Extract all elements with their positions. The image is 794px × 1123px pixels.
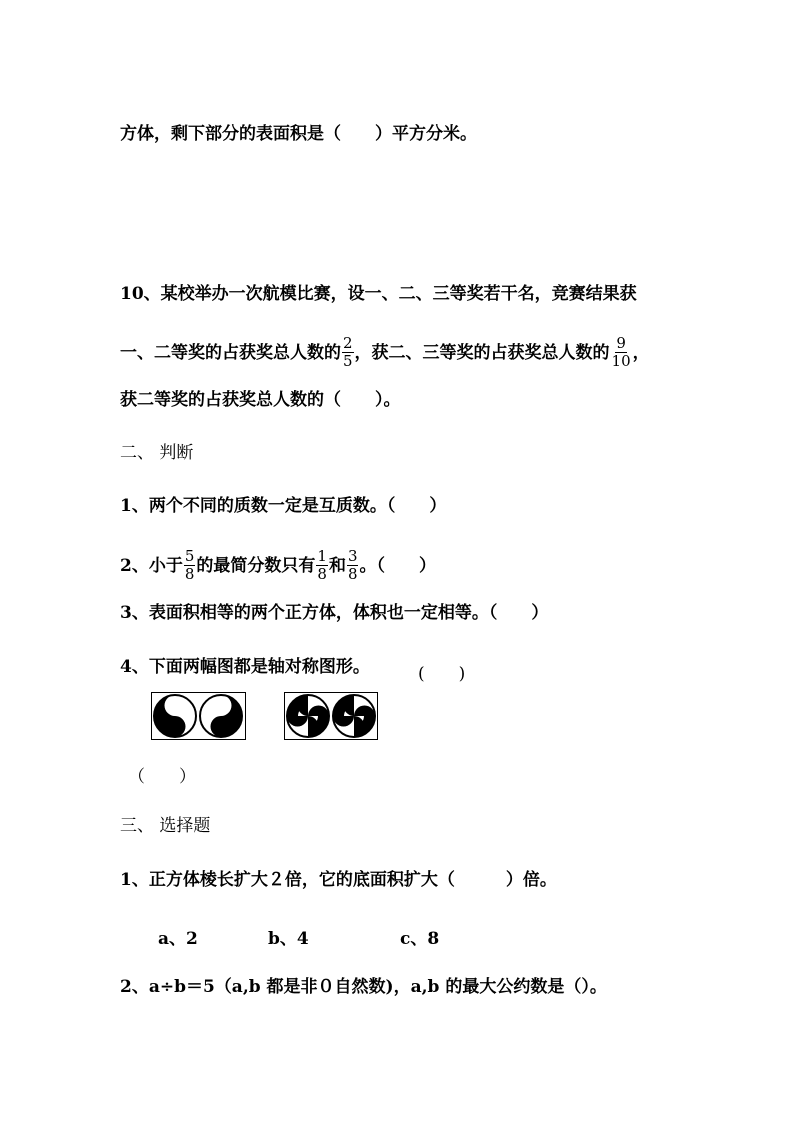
section3-title: 三、 选择题 bbox=[120, 816, 211, 836]
pinwheel-drawing bbox=[285, 693, 377, 739]
choice1-option-a: a、2 bbox=[158, 929, 198, 949]
judge-item-1: 1、两个不同的质数一定是互质数。（ ） bbox=[120, 496, 447, 516]
q10-frac1-den: 5 bbox=[343, 352, 353, 370]
judge2-fraction-5-8 bbox=[184, 548, 196, 583]
q10-line2-b: ，获二、三等奖的占获奖总人数的 bbox=[354, 343, 610, 363]
judge2-fraction-1-8 bbox=[316, 548, 328, 583]
judge2-frac2-num: 1 bbox=[317, 547, 327, 565]
judge-item-2 bbox=[120, 549, 436, 584]
q10-frac1-num: 2 bbox=[343, 334, 353, 352]
choice-item-2: 2、a÷b＝5（a,b 都是非０自然数)，a,b 的最大公约数是（）。 bbox=[120, 977, 607, 997]
judge2-c: 和 bbox=[328, 556, 346, 576]
judge4-answer-paren: （ ） bbox=[128, 767, 196, 787]
choice1-option-c: c、8 bbox=[400, 929, 440, 949]
judge2-fraction-3-8 bbox=[347, 548, 359, 583]
yin-yang-right bbox=[200, 695, 242, 737]
choice-item-1: 1、正方体棱长扩大２倍，它的底面积扩大（ ）倍。 bbox=[120, 870, 557, 890]
q10-fraction-9-10 bbox=[611, 335, 632, 370]
q9-tail-text: 方体，剩下部分的表面积是（ ）平方分米。 bbox=[120, 124, 477, 144]
judge2-d: 。（ ） bbox=[359, 556, 436, 576]
section2-title: 二、 判断 bbox=[120, 443, 194, 463]
q10-fraction-2-5 bbox=[342, 335, 354, 370]
q10-line2-c: ， bbox=[632, 343, 650, 363]
judge2-frac1-num: 5 bbox=[184, 547, 195, 565]
q10-line2 bbox=[120, 336, 650, 371]
judge-item-4: 4、下面两幅图都是轴对称图形。 bbox=[120, 657, 370, 677]
judge2-frac3-num: 3 bbox=[347, 547, 358, 565]
pinwheel-figure bbox=[284, 692, 378, 740]
judge-item-3: 3、表面积相等的两个正方体，体积也一定相等。（ ） bbox=[120, 603, 549, 623]
yin-yang-figure bbox=[151, 692, 246, 740]
q10-line1: 10、某校举办一次航模比赛，设一、二、三等奖若干名，竞赛结果获 bbox=[120, 284, 637, 304]
judge2-frac3-den: 8 bbox=[347, 565, 358, 583]
q10-line2-a: 一、二等奖的占获奖总人数的 bbox=[120, 343, 341, 363]
judge4-paren: ( ) bbox=[418, 664, 466, 684]
judge2-frac1-den: 8 bbox=[184, 565, 195, 583]
judge2-a: 2、小于 bbox=[120, 556, 183, 576]
yin-yang-left bbox=[154, 695, 196, 737]
choice1-option-b: b、4 bbox=[268, 929, 309, 949]
yin-yang-drawing bbox=[152, 693, 245, 739]
q10-line3: 获二等奖的占获奖总人数的（ ）。 bbox=[120, 390, 401, 410]
q10-frac2-num: 9 bbox=[616, 334, 626, 352]
pinwheel-left bbox=[287, 695, 329, 737]
q10-frac2-den: 10 bbox=[611, 352, 631, 370]
pinwheel-right bbox=[333, 695, 375, 737]
judge2-frac2-den: 8 bbox=[317, 565, 327, 583]
judge2-b: 的最简分数只有 bbox=[196, 556, 316, 576]
